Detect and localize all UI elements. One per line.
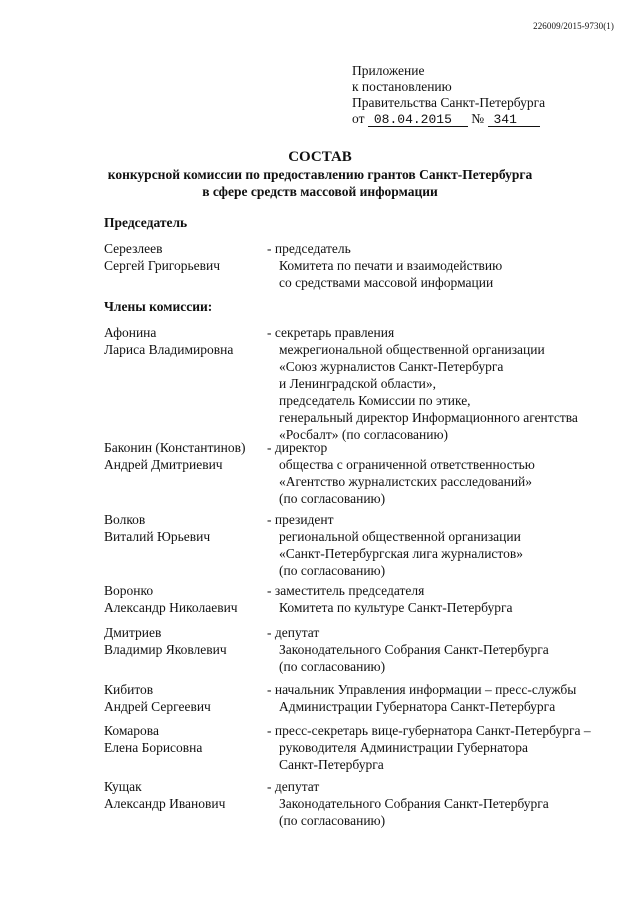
- member-name: [104, 681, 269, 715]
- member-surname: Комарова: [104, 723, 159, 738]
- member-name: [104, 324, 269, 358]
- appendix-block: [352, 62, 612, 126]
- member-surname: Дмитриев: [104, 625, 162, 640]
- role-line: (по согласованию): [279, 659, 386, 674]
- role-line: руководителя Администрации Губернатора: [279, 740, 528, 755]
- role-line: (по согласованию): [279, 563, 386, 578]
- section-chair-heading: Председатель: [104, 215, 188, 230]
- member-name: [104, 778, 269, 812]
- appendix-line-1: Приложение: [352, 63, 425, 78]
- role-line: Законодательного Собрания Санкт-Петербурга: [279, 796, 549, 811]
- role-line: со средствами массовой информации: [279, 275, 494, 290]
- member-name: [104, 582, 269, 616]
- role-line: - секретарь правления: [267, 325, 395, 340]
- decree-number: 341: [488, 113, 540, 127]
- role-line: - депутат: [267, 779, 320, 794]
- role-line: Санкт-Петербурга: [279, 757, 384, 772]
- document-title: [0, 148, 640, 200]
- role-line: Администрации Губернатора Санкт-Петербурга: [279, 699, 556, 714]
- member-given-name: Андрей Дмитриевич: [104, 457, 223, 472]
- role-line: общества с ограниченной ответственностью: [279, 457, 535, 472]
- member-given-name: Александр Иванович: [104, 796, 226, 811]
- role-line: и Ленинградской области»,: [279, 376, 436, 391]
- member-name: [104, 624, 269, 658]
- title-line-3: в сфере средств массовой информации: [202, 184, 438, 199]
- member-given-name: Елена Борисовна: [104, 740, 203, 755]
- member-surname: Волков: [104, 512, 146, 527]
- role-line: региональной общественной организации: [279, 529, 521, 544]
- member-given-name: Александр Николаевич: [104, 600, 238, 615]
- member-name: [104, 511, 269, 545]
- number-prefix: №: [471, 111, 485, 126]
- member-surname: Кибитов: [104, 682, 154, 697]
- member-surname: Воронко: [104, 583, 154, 598]
- member-role: [267, 582, 607, 616]
- member-surname: Афонина: [104, 325, 157, 340]
- member-given-name: Андрей Сергеевич: [104, 699, 211, 714]
- member-given-name: Лариса Владимировна: [104, 342, 234, 357]
- member-given-name: Виталий Юрьевич: [104, 529, 211, 544]
- member-role: [267, 778, 607, 829]
- role-line: - заместитель председателя: [267, 583, 425, 598]
- role-line: - начальник Управления информации – пресс-службы: [267, 682, 577, 697]
- member-given-name: Владимир Яковлевич: [104, 642, 227, 657]
- document-id: 226009/2015-9730(1): [533, 21, 614, 31]
- member-name: [104, 722, 269, 756]
- member-surname: Серезлеев: [104, 241, 163, 256]
- role-line: Комитета по культуре Санкт-Петербурга: [279, 600, 513, 615]
- member-role: [267, 511, 607, 579]
- role-line: - пресс-секретарь вице-губернатора Санкт-Петербурга –: [267, 723, 591, 738]
- member-role: [267, 439, 607, 507]
- role-line: - председатель: [267, 241, 351, 256]
- appendix-date-line: [352, 110, 612, 126]
- member-role: [267, 681, 607, 715]
- role-line: (по согласованию): [279, 491, 386, 506]
- member-name: [104, 240, 269, 274]
- member-role: [267, 324, 607, 443]
- section-members-heading: Члены комиссии:: [104, 299, 213, 314]
- role-line: (по согласованию): [279, 813, 386, 828]
- member-name: [104, 439, 269, 473]
- role-line: - президент: [267, 512, 334, 527]
- role-line: «Росбалт» (по согласованию): [279, 427, 449, 442]
- decree-date: 08.04.2015: [368, 113, 468, 127]
- role-line: Законодательного Собрания Санкт-Петербурга: [279, 642, 549, 657]
- member-given-name: Сергей Григорьевич: [104, 258, 221, 273]
- title-line-2: конкурсной комиссии по предоставлению грантов Санкт-Петербурга: [107, 167, 533, 182]
- appendix-line-3: Правительства Санкт-Петербурга: [352, 95, 546, 110]
- role-line: «Агентство журналистских расследований»: [279, 474, 533, 489]
- role-line: генеральный директор Информационного агентства: [279, 410, 578, 425]
- role-line: председатель Комиссии по этике,: [279, 393, 471, 408]
- role-line: - депутат: [267, 625, 320, 640]
- member-surname: Баконин (Константинов): [104, 440, 246, 455]
- role-line: Комитета по печати и взаимодействию: [279, 258, 503, 273]
- member-role: [267, 240, 607, 291]
- member-surname: Кущак: [104, 779, 142, 794]
- title-main: СОСТАВ: [288, 149, 352, 165]
- role-line: «Санкт-Петербургская лига журналистов»: [279, 546, 524, 561]
- member-role: [267, 624, 607, 675]
- role-line: межрегиональной общественной организации: [279, 342, 545, 357]
- appendix-line-2: к постановлению: [352, 79, 452, 94]
- role-line: - директор: [267, 440, 328, 455]
- role-line: «Союз журналистов Санкт-Петербурга: [279, 359, 504, 374]
- member-role: [267, 722, 607, 773]
- date-prefix: от: [352, 111, 365, 126]
